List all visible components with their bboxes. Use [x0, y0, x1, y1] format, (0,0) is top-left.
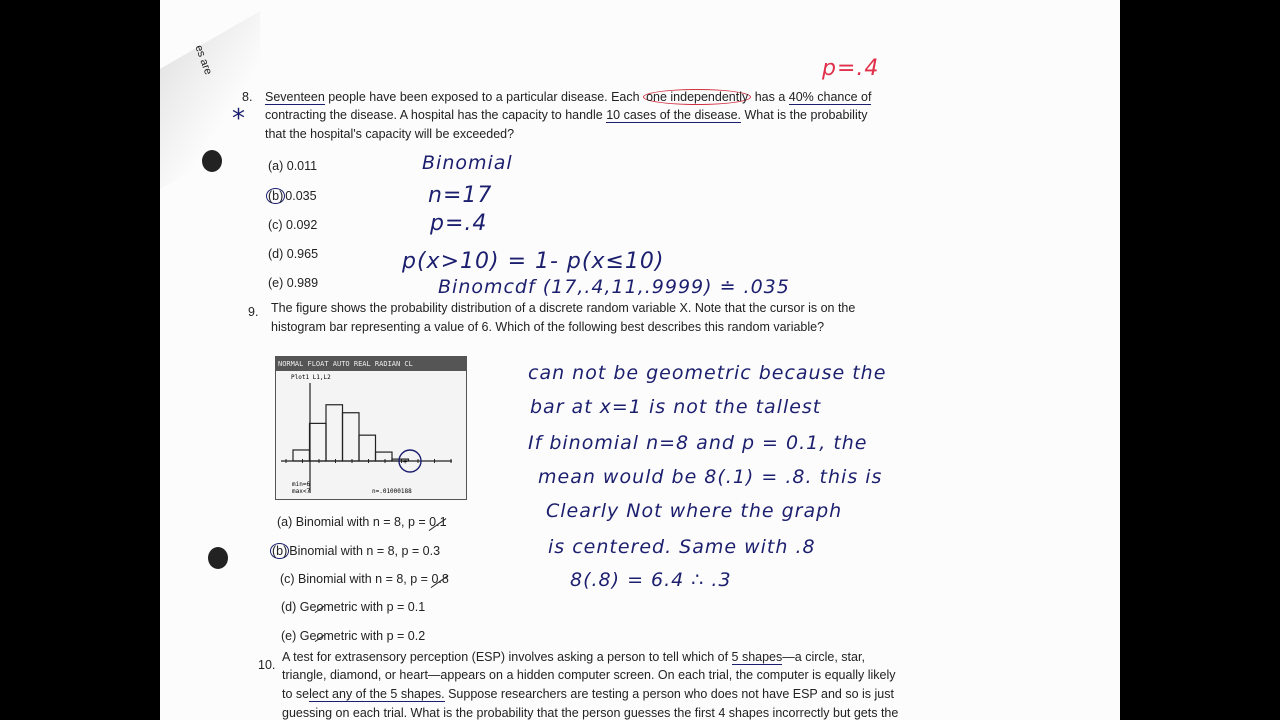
- circled-label: (b): [268, 189, 284, 203]
- margin-fragment: es are: [192, 43, 215, 77]
- text: people have been exposed to a particular disease. Each: [324, 90, 644, 104]
- histogram-bar: [326, 405, 343, 461]
- choice-e[interactable]: (e) 0.989: [268, 276, 319, 290]
- choice-e[interactable]: [281, 626, 425, 646]
- min-readout: min=6: [292, 481, 311, 488]
- histogram: [276, 371, 466, 499]
- text: metric with p = 0.2: [323, 629, 426, 643]
- n-readout: n=.01000188: [372, 488, 412, 495]
- star-mark-icon: *: [232, 104, 246, 134]
- text: to se: [282, 687, 310, 701]
- cursor-range: [292, 481, 310, 495]
- text: What is the probability: [741, 108, 868, 122]
- text: (d) Ge: [281, 600, 317, 614]
- question-9-line-2: histogram bar representing a value of 6. Which of the following best describes this random variable?: [271, 320, 825, 334]
- handwritten-note: p(x>10) = 1- p(x≤10): [402, 249, 665, 274]
- crossed-text: 0.8: [431, 572, 449, 586]
- choice-b[interactable]: [266, 186, 317, 206]
- histogram-bar: [343, 413, 360, 461]
- question-number: 10.: [258, 658, 276, 672]
- question-8-line-3: that the hospital's capacity will be exceeded?: [265, 127, 515, 141]
- calculator-status-bar: NORMAL FLOAT AUTO REAL RADIAN CL: [276, 357, 466, 371]
- handwritten-note: is centered. Same with .8: [548, 536, 816, 558]
- text: Suppose researchers are testing a person who does not have ESP and so is just: [444, 687, 894, 701]
- choice-a[interactable]: (a) 0.011: [268, 159, 318, 173]
- underlined-text: 5 shapes: [731, 650, 783, 664]
- cursor-icon: +: [403, 458, 408, 466]
- crossed-text: o: [316, 600, 324, 614]
- text: (e) Ge: [281, 629, 317, 643]
- choice-d[interactable]: [281, 597, 425, 617]
- question-8-line-2: [265, 105, 867, 125]
- max-readout: max<7: [292, 488, 311, 495]
- worksheet-page: [160, 0, 1120, 720]
- choice-a[interactable]: [277, 512, 447, 532]
- text: Binomial with n = 8, p = 0.3: [289, 544, 441, 558]
- question-10-line-1: [282, 647, 865, 667]
- text: A test for extrasensory perception (ESP) involves asking a person to tell which of: [282, 650, 732, 664]
- underlined-text: lect any of the 5 shapes.: [309, 687, 445, 701]
- question-9-line-1: The figure shows the probability distribution of a discrete random variable X. Note that the cursor is on the: [271, 301, 856, 315]
- text: (a) Binomial with n = 8, p =: [277, 515, 430, 529]
- handwritten-note: 8(.8) = 6.4 ∴ .3: [570, 569, 732, 591]
- histogram-bar: [293, 450, 310, 461]
- choice-b[interactable]: [270, 541, 440, 561]
- question-number: 8.: [242, 90, 253, 104]
- underlined-text: Seventeen: [265, 90, 325, 104]
- handwritten-note: Binomcdf (17,.4,11,.9999) ≐ .035: [438, 276, 790, 298]
- histogram-bar: [310, 423, 327, 461]
- question-10-line-4: guessing on each trial. What is the probability that the person guesses the first 4 shapes incorrectly but gets the: [282, 706, 899, 720]
- circled-label: (b): [272, 544, 288, 558]
- handwritten-note: p=.4: [430, 211, 488, 236]
- hole-punch: [208, 547, 228, 569]
- handwritten-note: If binomial n=8 and p = 0.1, the: [528, 432, 868, 454]
- text: —a circle, star,: [782, 650, 865, 664]
- text: (c) Binomial with n = 8, p =: [280, 572, 432, 586]
- handwritten-note: bar at x=1 is not the tallest: [530, 396, 822, 418]
- question-8-line-1: [265, 87, 871, 107]
- histogram-bar: [376, 452, 393, 461]
- text: metric with p = 0.1: [323, 600, 426, 614]
- underlined-text: 10 cases of the disease.: [606, 108, 742, 122]
- question-10-line-2: triangle, diamond, or heart—appears on a hidden computer screen. On each trial, the computer is equally likely: [282, 668, 896, 682]
- underlined-text: 40% chance of: [788, 90, 872, 104]
- handwritten-note: Clearly Not where the graph: [546, 500, 843, 522]
- calculator-screen: [275, 356, 467, 500]
- circled-text: one independently: [643, 89, 751, 105]
- crossed-text: o: [316, 629, 324, 643]
- question-number: 9.: [248, 305, 259, 319]
- choice-value: 0.035: [285, 189, 317, 203]
- handwritten-note: Binomial: [422, 152, 513, 174]
- crossed-text: 0.1: [429, 515, 447, 529]
- hole-punch: [202, 150, 222, 172]
- choice-d[interactable]: (d) 0.965: [268, 247, 319, 261]
- plot-label: Plot1 L1,L2: [291, 374, 331, 381]
- handwritten-note: n=17: [428, 183, 493, 208]
- text: has a: [751, 90, 789, 104]
- question-10-line-3: [282, 684, 894, 704]
- red-annotation: p=.4: [822, 56, 880, 81]
- handwritten-note: mean would be 8(.1) = .8. this is: [538, 466, 883, 488]
- choice-c[interactable]: [280, 569, 449, 589]
- text: contracting the disease. A hospital has the capacity to handle: [265, 108, 607, 122]
- histogram-bar: [359, 435, 376, 461]
- handwritten-note: can not be geometric because the: [528, 362, 887, 384]
- choice-c[interactable]: (c) 0.092: [268, 218, 318, 232]
